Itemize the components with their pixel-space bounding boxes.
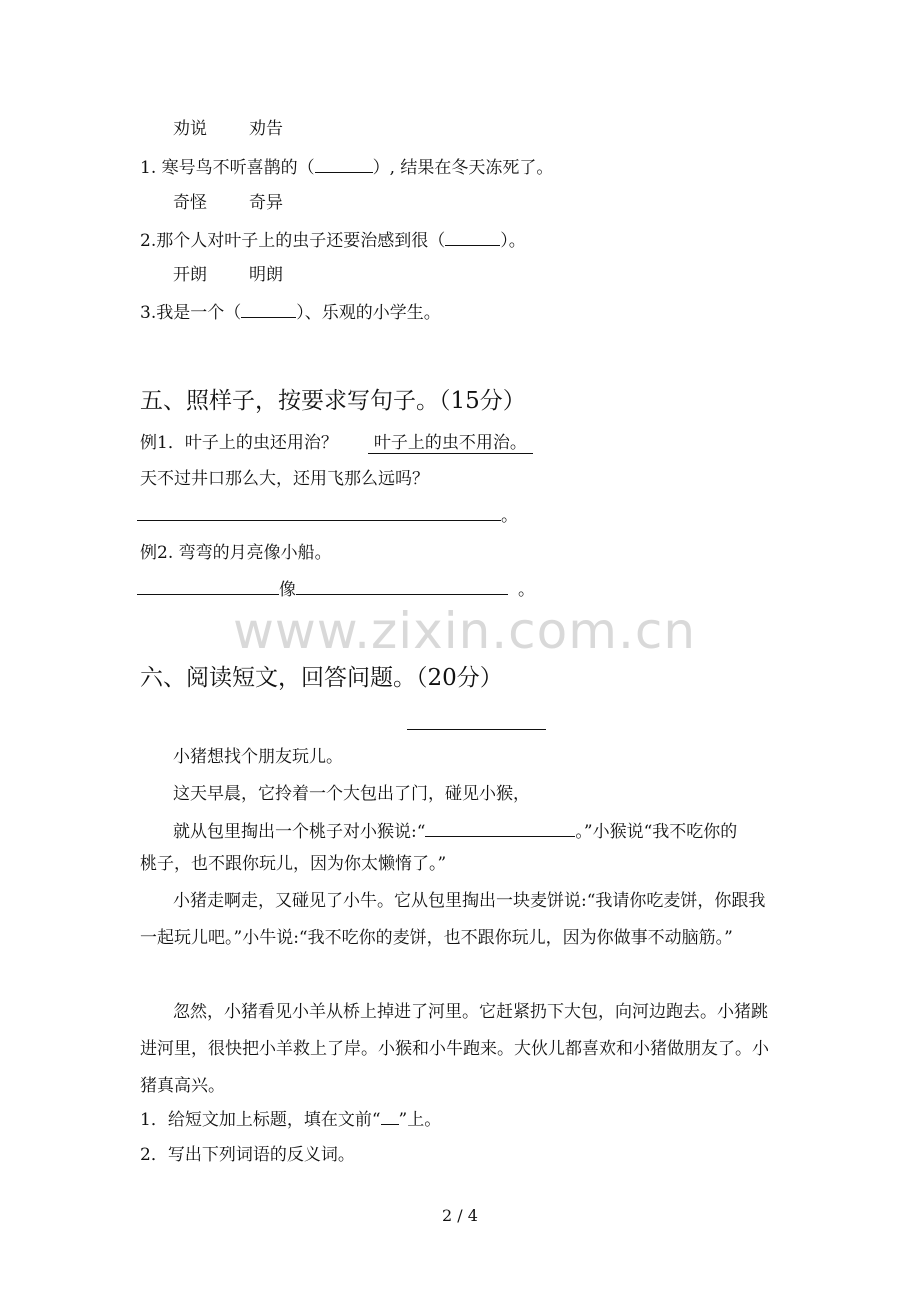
paragraph-5: 忽然，小猪看见小羊从桥上掉进了河里。它赶紧扔下大包，向河边跑去。小猪跳进河里，很快把小羊救上了岸。小猴和小牛跑来。大伙儿都喜欢和小猪做朋友了。小猪真高兴。 [140, 1002, 769, 1096]
word-option: 奇异 [249, 193, 283, 213]
title-blank[interactable] [407, 729, 546, 730]
paragraph-3: 就从包里掏出一个桃子对小猴说:“ 。”小猴说“我不吃你的 [173, 822, 738, 842]
answer-blank[interactable] [381, 1108, 399, 1125]
answer-blank[interactable] [296, 578, 508, 595]
example-1: 例1．叶子上的虫还用治？ 叶子上的虫不用治。 [140, 432, 533, 454]
answer-line-2: 像 。 [137, 578, 535, 601]
answer-line-1: 。 [137, 504, 518, 527]
word-option: 劝告 [249, 119, 283, 139]
word-option: 奇怪 [173, 193, 207, 213]
example-2: 例2. 弯弯的月亮像小船。 [140, 543, 332, 563]
word-option: 劝说 [173, 119, 207, 139]
reading-question-2: 2．写出下列词语的反义词。 [140, 1145, 355, 1165]
watermark: www.zixin.com.cn [233, 602, 697, 660]
question-3: 3.我是一个（ ）、乐观的小学生。 [140, 303, 441, 323]
example-1-question: 天不过井口那么大，还用飞那么远吗？ [140, 469, 429, 489]
word-pair-3 [173, 264, 325, 286]
answer-blank[interactable] [241, 301, 296, 318]
reading-question-1: 1．给短文加上标题，填在文前“ ”上。 [140, 1110, 442, 1130]
word-pair-1 [173, 118, 325, 140]
paragraph-2: 这天早晨，它拎着一个大包出了门，碰见小猴， [173, 784, 530, 804]
answer-blank[interactable] [315, 156, 373, 173]
page-number: 2 / 4 [442, 1206, 478, 1225]
question-1: 1. 寒号鸟不听喜鹊的（ ）, 结果在冬天冻死了。 [140, 158, 554, 178]
answer-blank[interactable] [425, 820, 575, 837]
example-answer: 叶子上的虫不用治。 [368, 433, 533, 454]
paragraph-1: 小猪想找个朋友玩儿。 [173, 747, 343, 767]
section-heading-5: 五、照样子，按要求写句子。（15分） [140, 388, 526, 414]
paragraph-3-cont: 桃子，也不跟你玩儿，因为你太懒惰了。” [140, 854, 447, 874]
answer-blank[interactable] [137, 578, 279, 595]
answer-blank[interactable] [137, 504, 501, 521]
section-heading-6: 六、阅读短文，回答问题。（20分） [140, 665, 503, 691]
word-option: 明朗 [249, 265, 283, 285]
paragraph-4: 小猪走啊走，又碰见了小牛。它从包里掏出一块麦饼说:“我请你吃麦饼，你跟我一起玩儿吧。”小牛说:“我不吃你的麦饼，也不跟你玩儿，因为你做事不动脑筋。” [140, 891, 766, 948]
answer-blank[interactable] [445, 229, 500, 246]
word-pair-2 [173, 192, 325, 214]
word-option: 开朗 [173, 265, 207, 285]
question-2: 2.那个人对叶子上的虫子还要治感到很（ ）。 [140, 231, 526, 251]
